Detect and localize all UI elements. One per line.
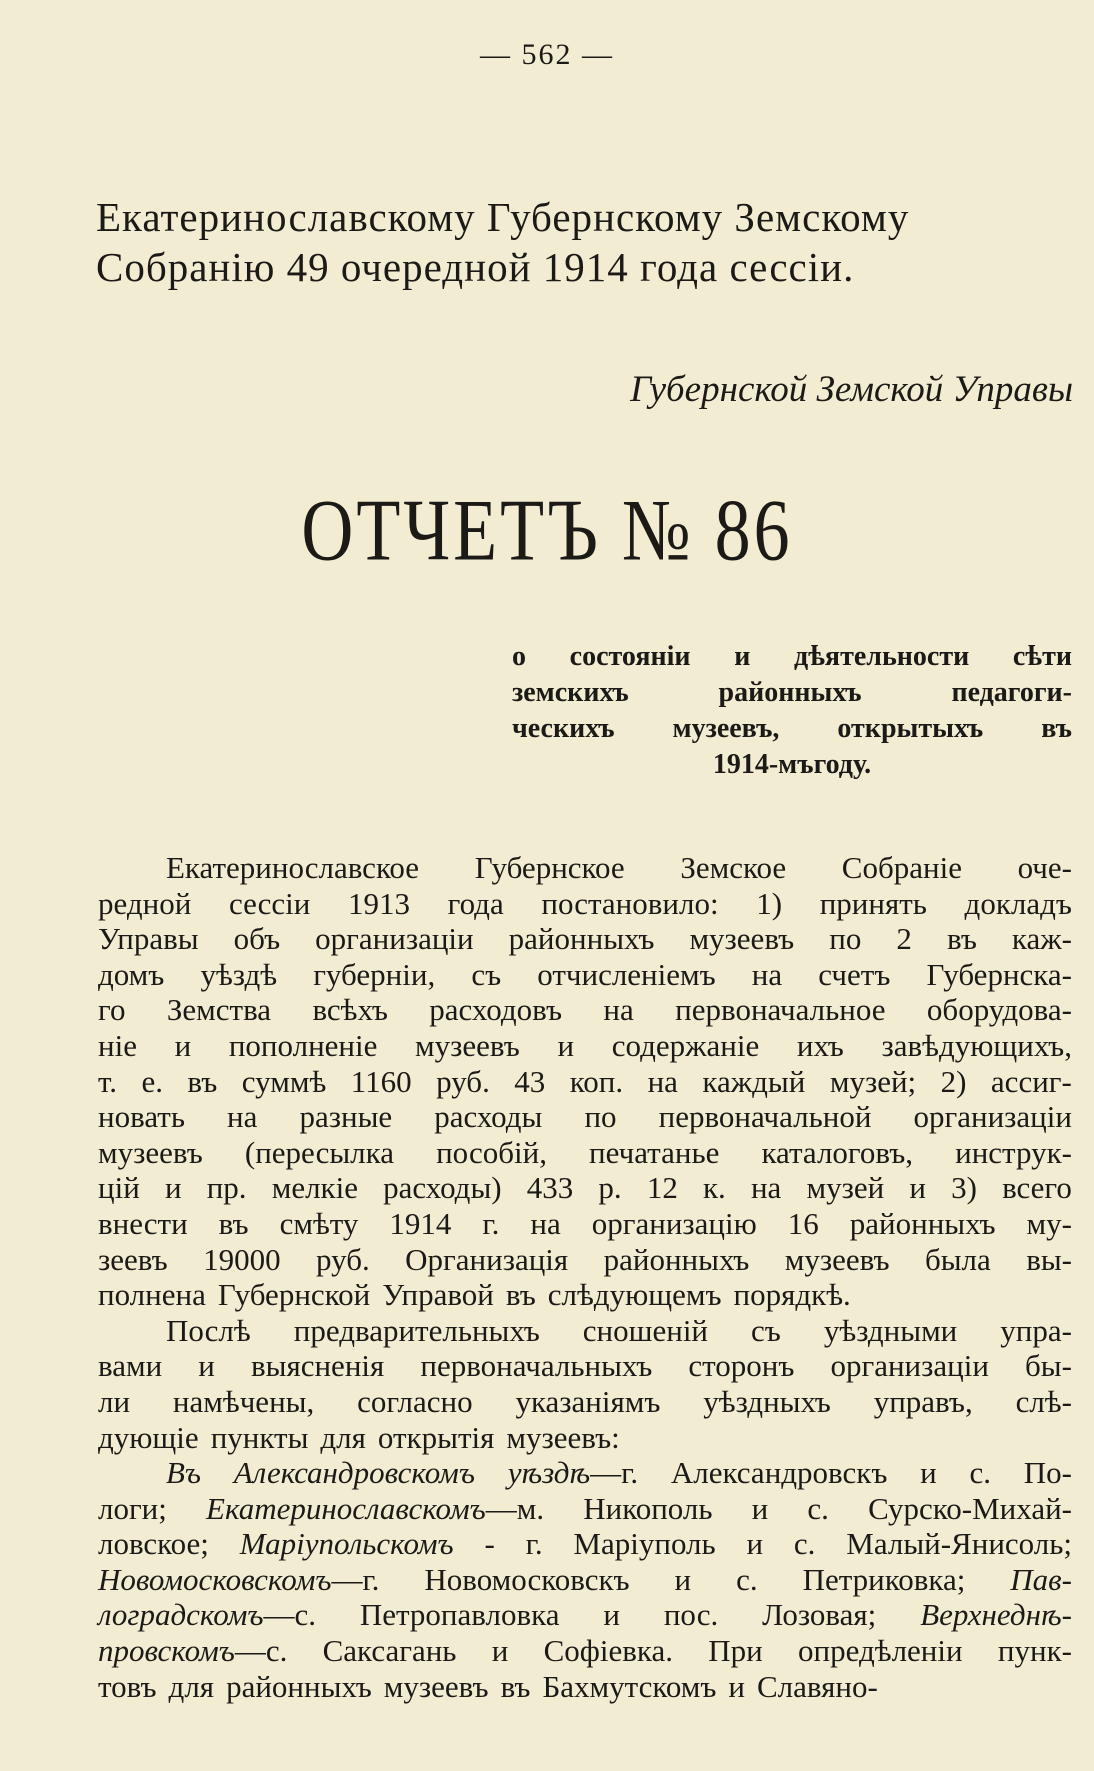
body-line: полнена Губернской Управой въ слѣдующемъ порядкѣ. (98, 1277, 851, 1313)
heading-line: Екатеринославскому Губернскому Земскому (96, 194, 910, 240)
body-line: домъ уѣздѣ губерніи, съ отчисленіемъ на счетъ Губернска- (98, 956, 1072, 992)
body-line: логи; Екатеринославскомъ—м. Никополь и с. Сурско-Михай- (98, 1490, 1072, 1526)
body-line: товъ для районныхъ музеевъ въ Бахмутскомъ и Славяно- (98, 1668, 878, 1704)
body-line: дующіе пункты для открытія музеевъ: (98, 1419, 620, 1455)
heading-line: Собранію 49 очередной 1914 года сессіи. (96, 244, 855, 290)
report-subtitle (512, 639, 1072, 783)
report-body (98, 850, 1072, 1704)
body-line: Въ Александровскомъ уѣздѣ—г. Александровскъ и с. По- (166, 1455, 1072, 1491)
subtitle-line: 1914-мъ году. (712, 749, 872, 780)
body-line: Екатеринославское Губернское Земское Собраніе оче- (166, 850, 1072, 885)
body-line: зеевъ 19000 руб. Организація районныхъ музеевъ была вы- (98, 1241, 1072, 1277)
body-line: провскомъ—с. Саксагань и Софіевка. При опредѣленіи пунк- (98, 1633, 1072, 1669)
subtitle-line: о состояніи и дѣятельности сѣти (512, 641, 1072, 672)
heading (96, 192, 1076, 292)
subtitle-line: земскихъ районныхъ педагоги- (512, 677, 1072, 708)
body-line: вами и выясненія первоначальныхъ сторонъ организаціи бы- (98, 1348, 1072, 1384)
body-line: ли намѣчены, согласно указаніямъ уѣздныхъ управъ, слѣ- (98, 1383, 1072, 1419)
body-line: Управы объ организаціи районныхъ музеевъ по 2 въ каж- (98, 921, 1072, 957)
board-name: Губернской Земской Управы (630, 369, 1073, 410)
page-number: — 562 — (480, 38, 614, 71)
body-line: т. е. въ суммѣ 1160 руб. 43 коп. на каждый музей; 2) ассиг- (98, 1063, 1072, 1099)
body-line: новать на разные расходы по первоначальной организаціи (98, 1099, 1072, 1135)
subtitle-line: ческихъ музеевъ, открытыхъ въ (512, 713, 1072, 744)
report-title: ОТЧЕТЪ № 86 (301, 481, 793, 579)
body-line: цій и пр. мелкіе расходы) 433 р. 12 к. на музей и 3) всего (98, 1170, 1072, 1206)
body-line: Послѣ предварительныхъ сношеній съ уѣздными упра- (166, 1312, 1072, 1348)
body-line: внести въ смѣту 1914 г. на организацію 16 районныхъ му- (98, 1205, 1072, 1241)
body-line: лоградскомъ—с. Петропавловка и пос. Лозовая; Верхнеднѣ- (98, 1597, 1072, 1633)
body-line: го Земства всѣхъ расходовъ на первоначальное оборудова- (98, 992, 1072, 1028)
body-line: Новомосковскомъ—г. Новомосковскъ и с. Петриковка; Пав- (98, 1561, 1072, 1597)
body-line: ловское; Маріупольскомъ - г. Маріуполь и с. Малый-Янисоль; (98, 1526, 1072, 1562)
body-line: ніе и пополненіе музеевъ и содержаніе ихъ завѣдующихъ, (98, 1027, 1072, 1063)
body-line: редной сессіи 1913 года постановило: 1) принять докладъ (98, 885, 1072, 921)
body-line: музеевъ (пересылка пособій, печатанье каталоговъ, инструк- (98, 1134, 1072, 1170)
